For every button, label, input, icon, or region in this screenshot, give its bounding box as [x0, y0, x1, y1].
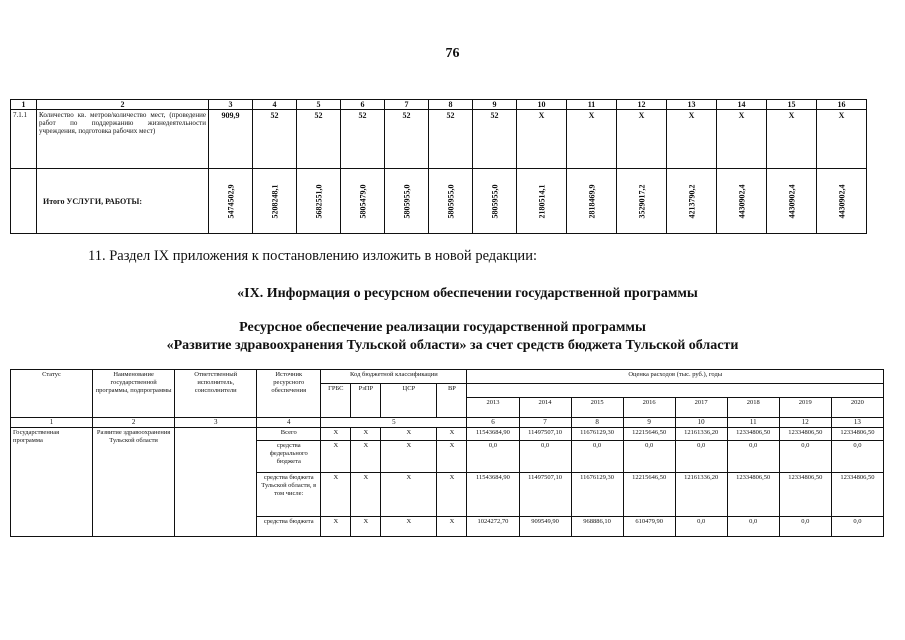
header-executor: Ответственный исполнитель, соисполнители: [175, 370, 257, 418]
total-value: 5805479,0: [358, 184, 367, 218]
amount-cell: 610479,90: [623, 517, 675, 537]
column-number: 11: [567, 100, 617, 110]
row-value: Х: [617, 110, 667, 169]
column-number: 2: [93, 418, 175, 428]
total-value-wrap: [669, 171, 714, 231]
row-value: 52: [297, 110, 341, 169]
code-cell: Х: [381, 473, 437, 517]
total-value-wrap: [431, 171, 470, 231]
amount-cell: 0,0: [519, 441, 571, 473]
column-number: 7: [385, 100, 429, 110]
amount-cell: 0,0: [467, 441, 519, 473]
row-value: 52: [253, 110, 297, 169]
table-subtitle: «Развитие здравоохранения Тульской области» за счет средств бюджета Тульской области: [166, 338, 739, 353]
amount-cell: 0,0: [675, 441, 727, 473]
amount-cell: 0,0: [675, 517, 727, 537]
column-number: 14: [717, 100, 767, 110]
amount-cell: 0,0: [727, 441, 779, 473]
total-value-wrap: [211, 171, 250, 231]
total-value-cell: [209, 169, 253, 234]
column-number: 7: [519, 418, 571, 428]
total-value: 5805955,0: [446, 184, 455, 218]
total-value: 4213790,2: [687, 184, 696, 218]
column-number: 1: [11, 418, 93, 428]
column-number: 12: [779, 418, 831, 428]
code-cell: Х: [437, 428, 467, 441]
total-value-cell: [717, 169, 767, 234]
table-row: [11, 110, 867, 169]
row-value: 52: [341, 110, 385, 169]
header-name: Наименование государственной программы, подпрограммы: [93, 370, 175, 418]
total-value: 2818469,9: [587, 184, 596, 218]
total-value: 4430902,4: [737, 184, 746, 218]
code-cell: Х: [437, 473, 467, 517]
column-number: 8: [429, 100, 473, 110]
total-value: 4430902,4: [787, 184, 796, 218]
amount-cell: 0,0: [571, 441, 623, 473]
column-number: 12: [617, 100, 667, 110]
code-cell: Х: [381, 441, 437, 473]
year-header: 2017: [675, 398, 727, 418]
header-budget-code: Код бюджетной классификации: [321, 370, 467, 384]
amount-cell: 0,0: [779, 517, 831, 537]
table-row: [11, 428, 884, 441]
total-value: 5474502,9: [226, 184, 235, 218]
source-cell: средства бюджета: [257, 517, 321, 537]
header-grbs: ГРБС: [321, 384, 351, 418]
services-table: [10, 99, 867, 234]
total-value: 3529017,2: [637, 184, 646, 218]
amount-cell: 1024272,70: [467, 517, 519, 537]
code-cell: Х: [351, 473, 381, 517]
section-heading: «IX. Информация о ресурсном обеспечении государственной программы: [237, 286, 698, 301]
total-value-wrap: [343, 171, 382, 231]
amount-cell: 0,0: [831, 441, 883, 473]
total-value-cell: [567, 169, 617, 234]
amount-cell: 12215646,50: [623, 428, 675, 441]
total-value-wrap: [569, 171, 614, 231]
header-spacer: [467, 384, 884, 398]
column-number: 8: [571, 418, 623, 428]
column-number-row: [11, 418, 884, 428]
total-value-wrap: [519, 171, 564, 231]
total-code-cell: [11, 169, 37, 234]
total-value-cell: [253, 169, 297, 234]
column-number: 9: [623, 418, 675, 428]
amount-cell: 0,0: [623, 441, 675, 473]
column-number: 6: [467, 418, 519, 428]
program-name-cell: Развитие здравоохранения Тульской области: [93, 428, 175, 537]
total-value-cell: [817, 169, 867, 234]
executor-cell: [175, 428, 257, 537]
amount-cell: 11676129,30: [571, 473, 623, 517]
total-label: Итого УСЛУГИ, РАБОТЫ:: [37, 169, 209, 234]
column-number: 10: [517, 100, 567, 110]
column-number: 10: [675, 418, 727, 428]
column-number: 3: [175, 418, 257, 428]
amount-cell: 12161336,20: [675, 428, 727, 441]
code-cell: Х: [437, 441, 467, 473]
source-cell: Всего: [257, 428, 321, 441]
page-number: 76: [445, 46, 460, 61]
year-header: 2015: [571, 398, 623, 418]
total-row: [11, 169, 867, 234]
code-cell: Х: [351, 441, 381, 473]
column-number: 6: [341, 100, 385, 110]
amount-cell: 12161336,20: [675, 473, 727, 517]
total-value-wrap: [387, 171, 426, 231]
row-value: Х: [667, 110, 717, 169]
row-value: Х: [567, 110, 617, 169]
row-description: Количество кв. метров/количество мест, (проведение работ по поддержанию жизнедеятельности учреждения, подготовка рабочих мест): [37, 110, 209, 169]
amount-cell: 12334806,50: [831, 473, 883, 517]
total-value-wrap: [299, 171, 338, 231]
column-number: 2: [37, 100, 209, 110]
total-value-cell: [617, 169, 667, 234]
header-status: Статус: [11, 370, 93, 418]
code-cell: Х: [351, 517, 381, 537]
row-value: 52: [429, 110, 473, 169]
column-number: 16: [817, 100, 867, 110]
row-value: Х: [517, 110, 567, 169]
code-cell: Х: [321, 517, 351, 537]
total-value: 4430902,4: [837, 184, 846, 218]
column-number: 3: [209, 100, 253, 110]
total-value-cell: [429, 169, 473, 234]
column-number: 11: [727, 418, 779, 428]
year-header: 2013: [467, 398, 519, 418]
amount-cell: 0,0: [831, 517, 883, 537]
row-value: 52: [473, 110, 517, 169]
status-cell: Государственная программа: [11, 428, 93, 537]
header-csr: ЦСР: [381, 384, 437, 418]
amount-cell: 968886,10: [571, 517, 623, 537]
year-header: 2018: [727, 398, 779, 418]
total-value-cell: [297, 169, 341, 234]
total-value-cell: [341, 169, 385, 234]
header-rzpr: РзПР: [351, 384, 381, 418]
amount-cell: 11497507,10: [519, 428, 571, 441]
row-code: 7.1.1: [11, 110, 37, 169]
column-number: 5: [297, 100, 341, 110]
total-value: 2180514,1: [537, 184, 546, 218]
year-header: 2014: [519, 398, 571, 418]
amount-cell: 11543684,90: [467, 428, 519, 441]
instruction-paragraph: 11. Раздел IX приложения к постановлению изложить в новой редакции:: [88, 248, 537, 264]
amount-cell: 11543684,90: [467, 473, 519, 517]
total-value: 5805955,0: [490, 184, 499, 218]
code-cell: Х: [321, 441, 351, 473]
column-number: 13: [831, 418, 883, 428]
row-value: Х: [717, 110, 767, 169]
row-value: 52: [385, 110, 429, 169]
total-value-wrap: [819, 171, 864, 231]
amount-cell: 0,0: [779, 441, 831, 473]
code-cell: Х: [321, 473, 351, 517]
amount-cell: 12334806,50: [727, 473, 779, 517]
header-vr: ВР: [437, 384, 467, 418]
amount-cell: 12334806,50: [727, 428, 779, 441]
column-number: 1: [11, 100, 37, 110]
column-number: 9: [473, 100, 517, 110]
source-cell: средства федерального бюджета: [257, 441, 321, 473]
total-value-wrap: [719, 171, 764, 231]
total-value-wrap: [475, 171, 514, 231]
amount-cell: 11497507,10: [519, 473, 571, 517]
amount-cell: 12215646,50: [623, 473, 675, 517]
column-number-row: [11, 100, 867, 110]
total-value-wrap: [255, 171, 294, 231]
amount-cell: 909549,90: [519, 517, 571, 537]
code-cell: Х: [437, 517, 467, 537]
total-value-cell: [517, 169, 567, 234]
total-value-cell: [767, 169, 817, 234]
code-cell: Х: [321, 428, 351, 441]
total-value-wrap: [769, 171, 814, 231]
code-cell: Х: [351, 428, 381, 441]
amount-cell: 11676129,30: [571, 428, 623, 441]
code-cell: Х: [381, 428, 437, 441]
year-header: 2016: [623, 398, 675, 418]
row-value: Х: [817, 110, 867, 169]
amount-cell: 12334806,50: [831, 428, 883, 441]
amount-cell: 12334806,50: [779, 473, 831, 517]
code-cell: Х: [381, 517, 437, 537]
source-cell: средства бюджета Тульской области, в том числе:: [257, 473, 321, 517]
column-number: 15: [767, 100, 817, 110]
total-value: 5682551,0: [314, 184, 323, 218]
amount-cell: 0,0: [727, 517, 779, 537]
year-header: 2020: [831, 398, 883, 418]
column-number: 13: [667, 100, 717, 110]
total-value: 5805955,0: [402, 184, 411, 218]
table-title: Ресурсное обеспечение реализации государственной программы: [239, 320, 646, 335]
column-number: 5: [321, 418, 467, 428]
header-source: Источник ресурсного обеспечения: [257, 370, 321, 418]
total-value: 5208248,1: [270, 184, 279, 218]
column-number: 4: [257, 418, 321, 428]
resource-table: [10, 369, 884, 537]
amount-cell: 12334806,50: [779, 428, 831, 441]
total-value-cell: [385, 169, 429, 234]
row-value: Х: [767, 110, 817, 169]
year-header: 2019: [779, 398, 831, 418]
row-value: 909,9: [209, 110, 253, 169]
total-value-cell: [667, 169, 717, 234]
header-estimate: Оценка расходов (тыс. руб.), годы: [467, 370, 884, 384]
total-value-wrap: [619, 171, 664, 231]
total-value-cell: [473, 169, 517, 234]
column-number: 4: [253, 100, 297, 110]
